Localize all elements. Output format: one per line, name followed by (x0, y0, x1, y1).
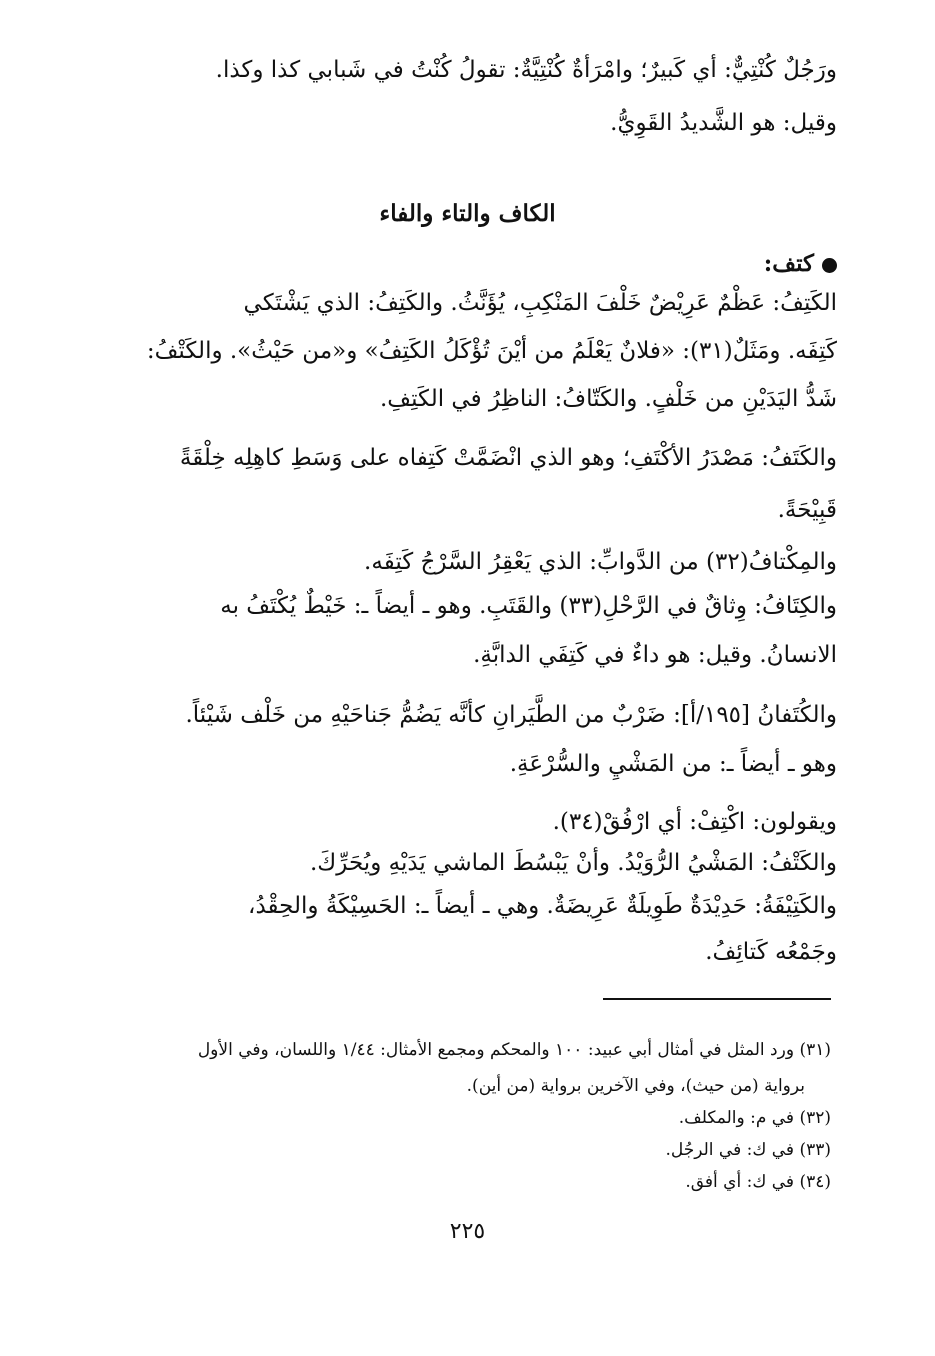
footnote-32: (٣٢) في م: والمكلف. (678, 1108, 831, 1128)
bullet-icon (822, 258, 837, 273)
paragraph-4-line-1: والكِتَافُ: وِثاقٌ في الرَّحْلِ(٣٣) والقَتَبِ. وهو ـ أيضاً ـ: خَيْطٌ يُكْتَفُ به (220, 593, 837, 619)
entry-heading (764, 244, 837, 284)
paragraph-1-line-2: كَتِفَه. ومَثَلٌ(٣١): «فلانٌ يَعْلَمُ من أيْنَ تُؤْكَلُ الكَتِفُ» و«من حَيْثُ». والكَتْفُ: (146, 338, 837, 364)
paragraph-2-line-1: والكَتَفُ: مَصْدَرُ الأكْتَفِ؛ وهو الذي انْضَمَّتْ كَتِفاه على وَسَطِ كاهِلِه خِلْقَةً (179, 445, 837, 471)
paragraph-4-line-2: الانسانُ. وقيل: هو داءٌ في كَتِفَي الدابَّةِ. (473, 642, 837, 668)
footnote-34: (٣٤) في ك: أي أفق. (685, 1172, 831, 1192)
paragraph-6-line-4: وجَمْعُه كَتائِفُ. (705, 939, 837, 965)
paragraph-6-line-2: والكَتْفُ: المَشْيُ الرُّوَيْدُ. وأنْ يَبْسُطَ الماشي يَدَيْهِ ويُحَرِّكَ. (310, 850, 837, 876)
footnote-33: (٣٣) في ك: في الرجُل. (665, 1140, 831, 1160)
paragraph-6-line-1: ويقولون: اكْتِفْ: أي ارْفُقْ(٣٤). (552, 809, 837, 835)
paragraph-2-line-2: قَبِيْحَةً. (777, 497, 837, 523)
page-number: ٢٢٥ (449, 1219, 486, 1244)
paragraph-5-line-1: والكُتَفانُ [١٩٥/أ]: ضَرْبٌ من الطَّيَرانِ كأنَّه يَضُمُّ جَناحَيْهِ من خَلْف شَيْئاً. (185, 702, 837, 728)
footnote-divider (603, 998, 831, 1000)
section-heading: الكاف والتاء والفاء (379, 200, 556, 228)
paragraph-1-line-3: شَدُّ اليَدَيْنِ من خَلْفٍ. والكَتّافُ: الناظِرُ في الكَتِفِ. (379, 386, 837, 412)
footnote-31-line-1: (٣١) ورد المثل في أمثال أبي عبيد: ١٠٠ والمحكم ومجمع الأمثال: ١/٤٤ واللسان، وفي الأول (197, 1040, 831, 1060)
paragraph-6-line-3: والكَتِيْفَةُ: حَدِيْدَةٌ طَوِيلَةٌ عَرِيضَةٌ. وهي ـ أيضاً ـ: الحَسِيْكَةُ والحِقْدُ، (248, 893, 837, 919)
paragraph-1-line-1: الكَتِفُ: عَظْمٌ عَرِيْضٌ خَلْفَ المَنْكِبِ، يُؤَنَّثُ. والكَتِفُ: الذي يَشْتَكي (243, 290, 837, 316)
intro-line-1: ورَجُلٌ كُنْتِيٌّ: أي كَبيرٌ؛ وامْرَأةٌ كُنْتِيَّةٌ: تقولُ كُنْتُ في شَبابي كذا وكذا. (215, 57, 837, 83)
intro-line-2: وقيل: هو الشَّديدُ القَوِيُّ. (610, 110, 837, 136)
entry-heading-label: كتف: (763, 250, 814, 277)
paragraph-3-line-1: والمِكْتافُ(٣٢) من الدَّوابِّ: الذي يَعْقِرُ السَّرْجُ كَتِفَه. (364, 549, 837, 575)
footnote-31-line-2: برواية (من حيث)، وفي الآخرين برواية (من أين). (466, 1076, 805, 1096)
paragraph-5-line-2: وهو ـ أيضاً ـ: من المَشْيِ والسُّرْعَةِ. (509, 751, 837, 777)
